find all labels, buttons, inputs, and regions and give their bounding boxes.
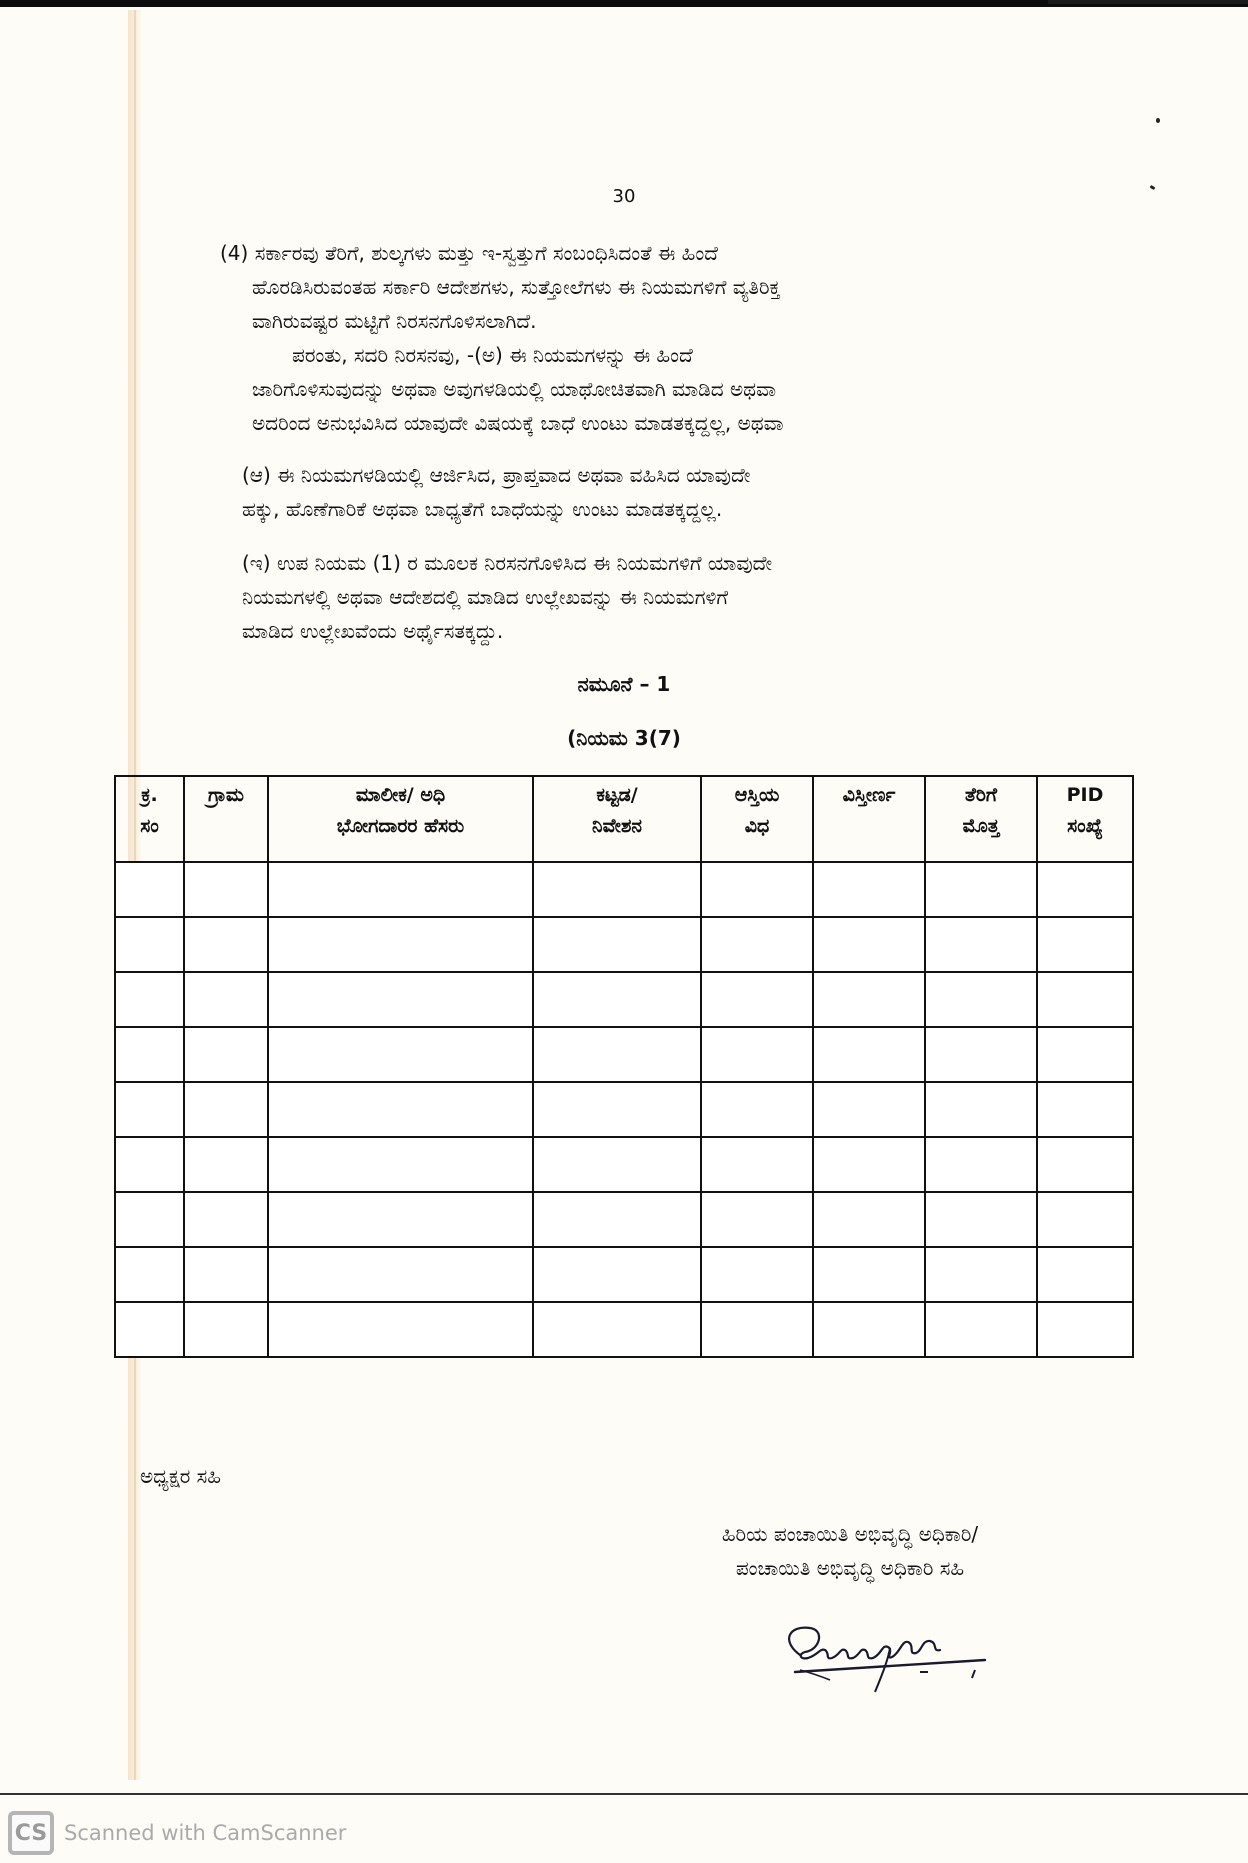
table-cell xyxy=(701,1247,813,1302)
table-cell xyxy=(1037,1137,1133,1192)
sub-clause-i-paragraph xyxy=(220,546,1048,648)
table-cell xyxy=(268,1247,533,1302)
sub-clause-aa-paragraph xyxy=(220,458,1048,526)
column-header-tax-amount: ತೆರಿಗೆ ಮೊತ್ತ xyxy=(925,776,1037,862)
table-cell xyxy=(115,862,184,917)
table-cell xyxy=(813,1137,925,1192)
table-cell xyxy=(533,1137,701,1192)
table-cell xyxy=(813,1192,925,1247)
scan-bottom-edge xyxy=(0,1793,1248,1795)
table-cell xyxy=(925,1082,1037,1137)
table-cell xyxy=(533,917,701,972)
clause-4-line: (4) ಸರ್ಕಾರವು ತೆರಿಗೆ, ಶುಲ್ಕಗಳು ಮತ್ತು ಇ-ಸ್ವತ್ತುಗೆ ಸಂಬಂಧಿಸಿದಂತೆ ಈ ಹಿಂದೆ xyxy=(220,241,718,265)
table-cell xyxy=(925,1247,1037,1302)
camscanner-watermark xyxy=(8,1808,346,1858)
table-body xyxy=(115,862,1133,1357)
table-cell xyxy=(268,1082,533,1137)
table-row xyxy=(115,917,1133,972)
table-cell xyxy=(701,1302,813,1357)
table-cell xyxy=(184,917,268,972)
table-row xyxy=(115,1137,1133,1192)
table-cell xyxy=(115,1247,184,1302)
table-cell xyxy=(268,1137,533,1192)
table-cell xyxy=(533,1027,701,1082)
sub-clause-aa-line: ಹಕ್ಕು, ಹೊಣೆಗಾರಿಕೆ ಅಥವಾ ಬಾಧ್ಯತೆಗೆ ಬಾಧೆಯನ್ನು ಉಂಟು ಮಾಡತಕ್ಕದ್ದಲ್ಲ. xyxy=(242,497,723,521)
table-cell xyxy=(1037,972,1133,1027)
table-cell xyxy=(533,1192,701,1247)
table-cell xyxy=(268,862,533,917)
handwritten-signature xyxy=(770,1600,1010,1700)
proviso-line: ಅದರಿಂದ ಅನುಭವಿಸಿದ ಯಾವುದೇ ವಿಷಯಕ್ಕೆ ಬಾಧೆ ಉಂಟು ಮಾಡತಕ್ಕದ್ದಲ್ಲ, ಅಥವಾ xyxy=(252,411,784,435)
camscanner-logo-icon: CS xyxy=(8,1811,54,1855)
table-cell xyxy=(813,1302,925,1357)
table-cell xyxy=(813,972,925,1027)
table-cell xyxy=(115,1082,184,1137)
table-cell xyxy=(115,972,184,1027)
column-header-village: ಗ್ರಾಮ xyxy=(184,776,268,862)
table-cell xyxy=(533,1302,701,1357)
scan-speck xyxy=(1156,118,1160,123)
table-row xyxy=(115,1082,1133,1137)
table-row xyxy=(115,1027,1133,1082)
table-cell xyxy=(268,1302,533,1357)
sub-clause-i-line: ನಿಯಮಗಳಲ್ಲಿ ಅಥವಾ ಆದೇಶದಲ್ಲಿ ಮಾಡಿದ ಉಲ್ಲೇಖವನ್ನು ಈ ನಿಯಮಗಳಿಗೆ xyxy=(242,585,729,609)
table-cell xyxy=(115,1137,184,1192)
table-row xyxy=(115,972,1133,1027)
table-cell xyxy=(184,1082,268,1137)
table-cell xyxy=(701,862,813,917)
table-cell xyxy=(1037,1082,1133,1137)
sub-clause-i-line: (ಇ) ಉಪ ನಿಯಮ (1) ರ ಮೂಲಕ ನಿರಸನಗೊಳಿಸಿದ ಈ ನಿಯಮಗಳಿಗೆ ಯಾವುದೇ xyxy=(242,551,773,575)
table-cell xyxy=(813,1027,925,1082)
table-cell xyxy=(925,1137,1037,1192)
officer-signature-block xyxy=(620,1517,1080,1585)
table-cell xyxy=(115,917,184,972)
column-header-area: ವಿಸ್ತೀರ್ಣ xyxy=(813,776,925,862)
clause-4-line: ಹೊರಡಿಸಿರುವಂತಹ ಸರ್ಕಾರಿ ಆದೇಶಗಳು, ಸುತ್ತೋಲೆಗಳು ಈ ನಿಯಮಗಳಿಗೆ ವ್ಯತಿರಿಕ್ತ xyxy=(252,275,781,299)
form-title: ನಮೂನೆ – 1 xyxy=(577,672,671,696)
table-cell xyxy=(533,972,701,1027)
president-signature-label: ಅಧ್ಯಕ್ಷರ ಸಹಿ xyxy=(140,1464,221,1488)
form-rule-reference: (ನಿಯಮ 3(7) xyxy=(567,726,681,750)
table-cell xyxy=(184,1027,268,1082)
table-cell xyxy=(813,917,925,972)
table-cell xyxy=(1037,1192,1133,1247)
sub-clause-aa-line: (ಆ) ಈ ನಿಯಮಗಳಡಿಯಲ್ಲಿ ಆರ್ಜಿಸಿದ, ಪ್ರಾಪ್ತವಾದ ಅಥವಾ ವಹಿಸಿದ ಯಾವುದೇ xyxy=(242,463,751,487)
column-header-property-type: ಆಸ್ತಿಯ ವಿಧ xyxy=(701,776,813,862)
clause-4-line: ವಾಗಿರುವಷ್ಟರ ಮಟ್ಟಿಗೆ ನಿರಸನಗೊಳಿಸಲಾಗಿದೆ. xyxy=(252,309,537,333)
table-cell xyxy=(1037,1247,1133,1302)
page-number: 30 xyxy=(612,186,636,207)
table-cell xyxy=(701,1082,813,1137)
table-cell xyxy=(701,917,813,972)
table-cell xyxy=(925,1302,1037,1357)
table-cell xyxy=(925,1192,1037,1247)
table-cell xyxy=(925,972,1037,1027)
proviso-line: ಪರಂತು, ಸದರಿ ನಿರಸನವು, -(ಅ) ಈ ನಿಯಮಗಳನ್ನು ಈ ಹಿಂದೆ xyxy=(292,343,693,367)
table-cell xyxy=(268,1027,533,1082)
column-header-owner-name: ಮಾಲೀಕ/ ಅಧಿ ಭೋಗದಾರರ ಹೆಸರು xyxy=(268,776,533,862)
table-cell xyxy=(813,1247,925,1302)
table-cell xyxy=(1037,1027,1133,1082)
officer-signature-label-line2: ಪಂಚಾಯಿತಿ ಅಭಿವೃದ್ಧಿ ಅಧಿಕಾರಿ ಸಹಿ xyxy=(735,1556,965,1580)
table-cell xyxy=(115,1027,184,1082)
table-row xyxy=(115,1302,1133,1357)
table-cell xyxy=(1037,862,1133,917)
table-cell xyxy=(701,1027,813,1082)
table-cell xyxy=(701,972,813,1027)
table-cell xyxy=(184,862,268,917)
table-cell xyxy=(533,1247,701,1302)
table-cell xyxy=(701,1192,813,1247)
table-cell xyxy=(533,1082,701,1137)
officer-signature-label-line1: ಹಿರಿಯ ಪಂಚಾಯಿತಿ ಅಭಿವೃದ್ಧಿ ಅಧಿಕಾರಿ/ xyxy=(721,1522,979,1546)
column-header-pid-number: PID ಸಂಖ್ಯೆ xyxy=(1037,776,1133,862)
table-cell xyxy=(184,1247,268,1302)
column-header-serial-no: ಕ್ರ. ಸಂ xyxy=(115,776,184,862)
table-cell xyxy=(1037,1302,1133,1357)
table-row xyxy=(115,1192,1133,1247)
column-header-building-site: ಕಟ್ಟಡ/ ನಿವೇಶನ xyxy=(533,776,701,862)
table-cell xyxy=(184,1302,268,1357)
table-cell xyxy=(268,972,533,1027)
table-cell xyxy=(701,1137,813,1192)
scan-top-edge-right xyxy=(1048,0,1248,4)
table-cell xyxy=(184,1192,268,1247)
table-cell xyxy=(115,1302,184,1357)
camscanner-text: Scanned with CamScanner xyxy=(64,1821,347,1845)
table-cell xyxy=(925,1027,1037,1082)
table-cell xyxy=(268,1192,533,1247)
table-cell xyxy=(184,1137,268,1192)
table-row xyxy=(115,1247,1133,1302)
table-cell xyxy=(925,862,1037,917)
table-cell xyxy=(1037,917,1133,972)
table-row xyxy=(115,862,1133,917)
table-cell xyxy=(813,862,925,917)
proviso-line: ಜಾರಿಗೊಳಿಸುವುದನ್ನು ಅಥವಾ ಅವುಗಳಡಿಯಲ್ಲಿ ಯಾಥೋಚಿತವಾಗಿ ಮಾಡಿದ ಅಥವಾ xyxy=(252,377,777,401)
table-cell xyxy=(268,917,533,972)
table-cell xyxy=(184,972,268,1027)
sub-clause-i-line: ಮಾಡಿದ ಉಲ್ಲೇಖವೆಂದು ಅರ್ಥೈಸತಕ್ಕದ್ದು. xyxy=(242,619,504,643)
table-cell xyxy=(115,1192,184,1247)
table-header-row xyxy=(115,776,1133,862)
table-cell xyxy=(813,1082,925,1137)
property-register-table xyxy=(114,775,1134,1358)
table-cell xyxy=(925,917,1037,972)
proviso-paragraph xyxy=(220,338,1048,440)
table-cell xyxy=(533,862,701,917)
clause-4-paragraph xyxy=(220,236,1048,338)
